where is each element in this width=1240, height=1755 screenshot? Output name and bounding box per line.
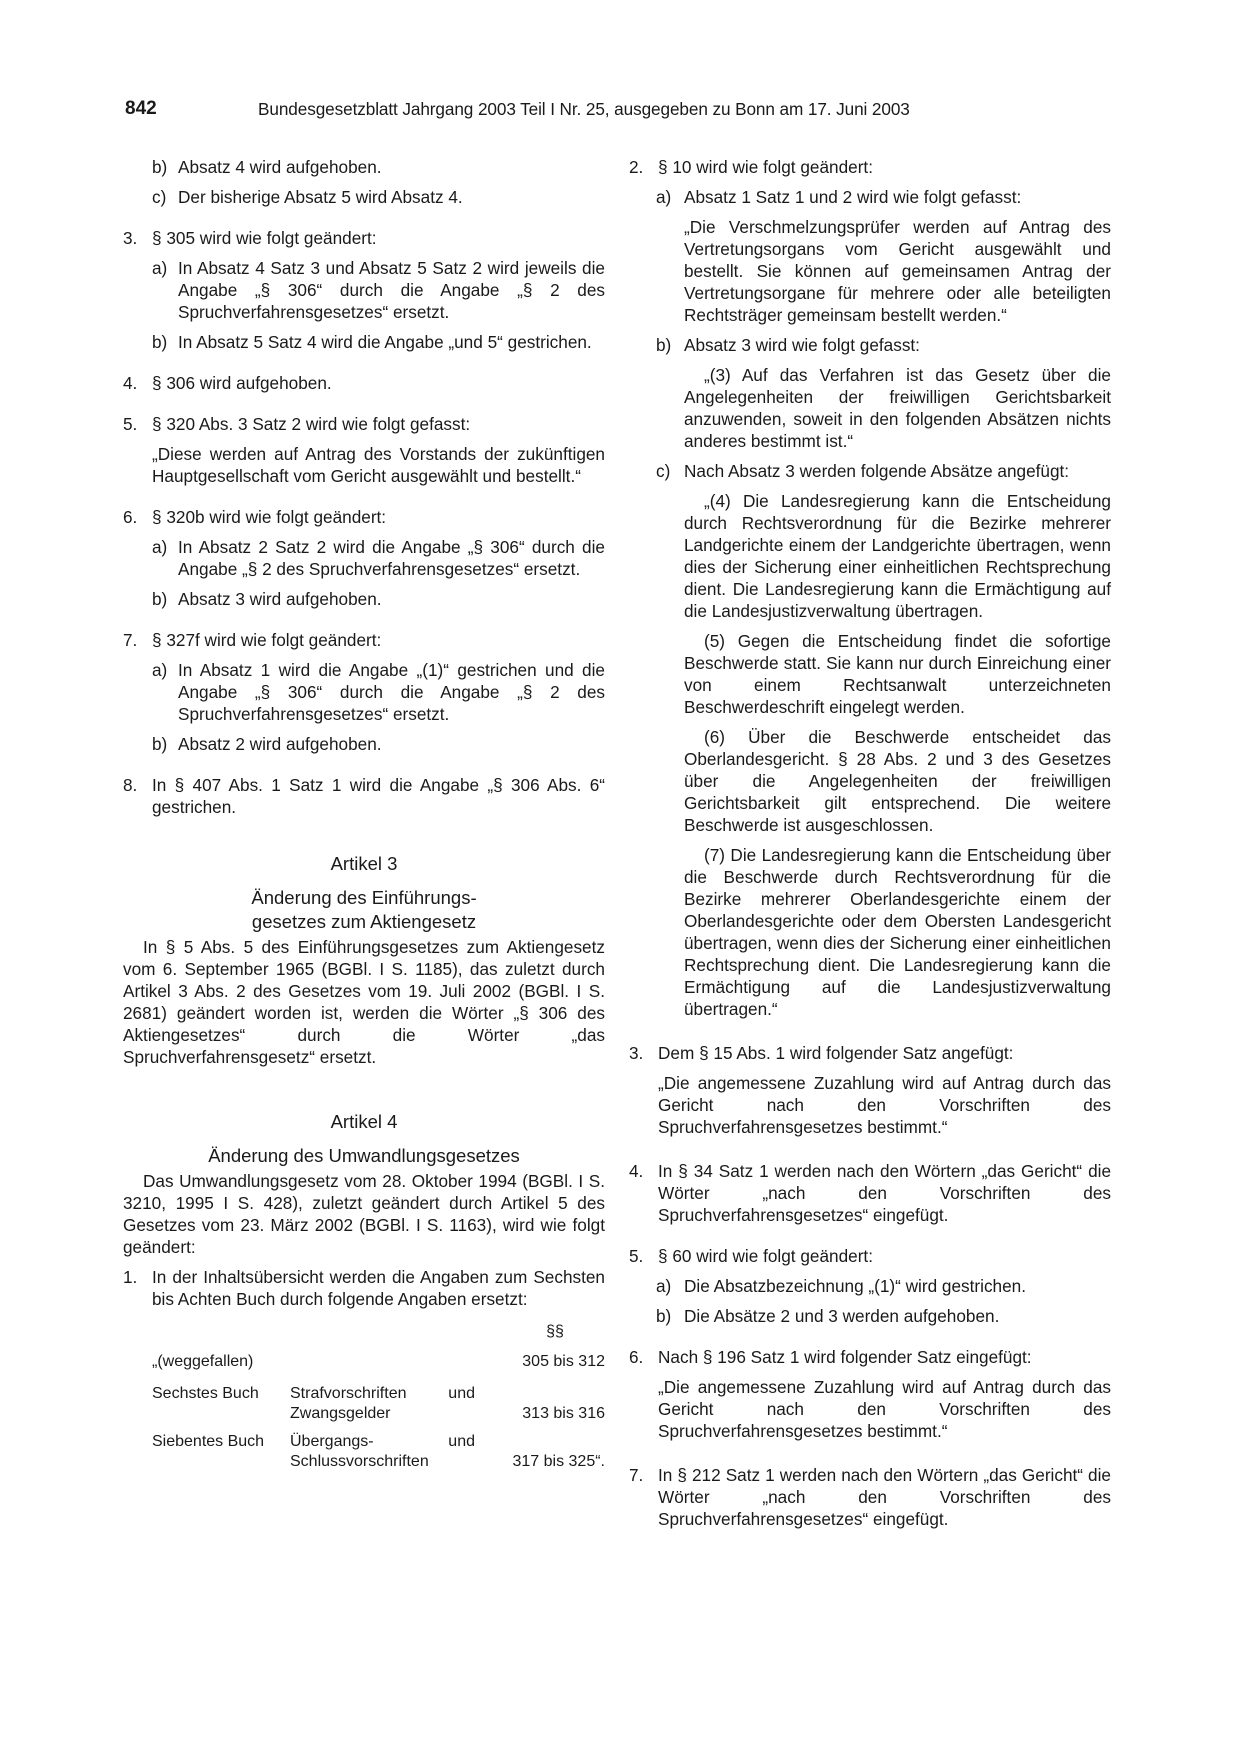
quote-block xyxy=(629,490,1111,1020)
list-item xyxy=(629,1245,1111,1267)
quote-block xyxy=(629,1376,1111,1442)
item-label: 5. xyxy=(629,1246,644,1266)
list-item xyxy=(123,257,605,323)
quote-text: „Die angemessene Zuzahlung wird auf Antrag durch das Gericht nach den Vorschriften des Spruchverfahrensgesetzes bestimmt.“ xyxy=(658,1073,1111,1137)
list-item xyxy=(629,1305,1111,1327)
list-item xyxy=(629,334,1111,356)
toc-title: Strafvorschriften und Zwangsgelder xyxy=(290,1385,475,1422)
item-text: Absatz 1 Satz 1 und 2 wird wie folgt gefasst: xyxy=(684,187,1022,207)
list-item xyxy=(123,506,605,528)
item-text: § 305 wird wie folgt geändert: xyxy=(152,228,377,248)
toc-column-head: §§ xyxy=(546,1323,564,1340)
running-head: Bundesgesetzblatt Jahrgang 2003 Teil I Nr. 25, ausgegeben zu Bonn am 17. Juni 2003 xyxy=(258,99,910,119)
item-label: 5. xyxy=(123,414,138,434)
quote-text: „Die angemessene Zuzahlung wird auf Antrag durch das Gericht nach den Vorschriften des Spruchverfahrensgesetzes bestimmt.“ xyxy=(658,1377,1111,1441)
item-text: Nach § 196 Satz 1 wird folgender Satz eingefügt: xyxy=(658,1347,1032,1367)
list-item xyxy=(123,227,605,249)
quote-block xyxy=(123,443,605,487)
list-item xyxy=(123,331,605,353)
quote-text: „(3) Auf das Verfahren ist das Gesetz über die Angelegenheiten der freiwilligen Gerichtsbarkeit anzuwenden, soweit in den folgenden Absätzen nichts anderes bestimmt ist.“ xyxy=(684,365,1111,451)
list-item xyxy=(123,733,605,755)
quote-paragraph: (7) Die Landesregierung kann die Entscheidung über die Beschwerde durch Rechtsverordnung für die Bezirke mehrerer Oberlandesgerichte einem der Oberlandesgerichte oder dem Obersten Landesgericht übertragen, wenn dies der Sicherung einer einheitlichen Rechtsprechung dient. Die Landesregierung kann die Ermächtigung auf die Landesjustizverwaltung übertragen.“ xyxy=(684,845,1111,1019)
list-item xyxy=(123,156,605,178)
list-item xyxy=(123,629,605,651)
quote-paragraph: „(4) Die Landesregierung kann die Entscheidung durch Rechtsverordnung für die Bezirke mehrerer Landgerichte einem der Landgerichte übertragen, wenn dies der Sicherung einer einheitlichen Rechtsprechung dient. Die Landesregierung kann die Ermächtigung auf die Landesjustizverwaltung übertragen. xyxy=(684,491,1111,621)
article-heading: Artikel 4 xyxy=(330,1111,398,1132)
list-item xyxy=(123,1266,605,1310)
quote-block xyxy=(629,1072,1111,1138)
article-title-line: gesetzes zum Aktiengesetz xyxy=(251,911,477,932)
item-label: a) xyxy=(152,537,168,557)
item-text: Absatz 3 wird aufgehoben. xyxy=(178,589,382,609)
item-text: § 306 wird aufgehoben. xyxy=(152,373,332,393)
item-text: In Absatz 2 Satz 2 wird die Angabe „§ 306“ durch die Angabe „§ 2 des Spruchverfahrensgesetzes“ ersetzt. xyxy=(178,537,605,579)
item-text: § 327f wird wie folgt geändert: xyxy=(152,630,382,650)
toc-header-row xyxy=(152,1322,605,1352)
item-text: § 320b wird wie folgt geändert: xyxy=(152,507,387,527)
item-label: b) xyxy=(152,589,168,609)
item-label: b) xyxy=(152,157,168,177)
item-label: 4. xyxy=(123,373,138,393)
toc-table xyxy=(152,1322,605,1472)
left-column xyxy=(123,156,605,1472)
article-heading: Artikel 3 xyxy=(330,853,398,874)
item-text: § 10 wird wie folgt geändert: xyxy=(658,157,873,177)
list-item xyxy=(629,1042,1111,1064)
item-text: In Absatz 5 Satz 4 wird die Angabe „und 5“ gestrichen. xyxy=(178,332,592,352)
item-text: Absatz 3 wird wie folgt gefasst: xyxy=(684,335,920,355)
toc-range: 317 bis 325“. xyxy=(512,1453,605,1470)
item-text: Absatz 2 wird aufgehoben. xyxy=(178,734,382,754)
item-text: In § 407 Abs. 1 Satz 1 wird die Angabe „§ 306 Abs. 6“ gestrichen. xyxy=(152,775,605,817)
item-label: c) xyxy=(152,187,167,207)
item-text: In Absatz 1 wird die Angabe „(1)“ gestrichen und die Angabe „§ 306“ durch die Angabe „§ 2 des Spruchverfahrensgesetzes“ ersetzt. xyxy=(178,660,605,724)
item-text: In § 34 Satz 1 werden nach den Wörtern „das Gericht“ die Wörter „nach den Vorschriften des Spruchverfahrensgesetzes“ eingefügt. xyxy=(658,1161,1111,1225)
item-label: a) xyxy=(656,187,672,207)
toc-title: Übergangs- und Schlussvorschriften xyxy=(290,1433,475,1470)
list-item xyxy=(629,186,1111,208)
toc-row xyxy=(152,1384,605,1432)
toc-range: 305 bis 312 xyxy=(522,1353,605,1370)
item-label: 6. xyxy=(629,1347,644,1367)
list-item xyxy=(123,372,605,394)
toc-book: Sechstes Buch xyxy=(152,1385,259,1402)
list-item xyxy=(123,774,605,818)
item-text: § 320 Abs. 3 Satz 2 wird wie folgt gefasst: xyxy=(152,414,471,434)
toc-book: „(weggefallen) xyxy=(152,1353,254,1370)
item-text: Nach Absatz 3 werden folgende Absätze angefügt: xyxy=(684,461,1070,481)
item-text: Der bisherige Absatz 5 wird Absatz 4. xyxy=(178,187,463,207)
list-item xyxy=(629,1160,1111,1226)
list-item xyxy=(123,413,605,435)
item-text: Absatz 4 wird aufgehoben. xyxy=(178,157,382,177)
item-label: 7. xyxy=(123,630,138,650)
toc-row xyxy=(152,1432,605,1472)
list-item xyxy=(123,659,605,725)
list-item xyxy=(629,460,1111,482)
list-item xyxy=(123,536,605,580)
toc-range: 313 bis 316 xyxy=(522,1405,605,1422)
quote-paragraph: (6) Über die Beschwerde entscheidet das Oberlandesgericht. § 28 Abs. 2 und 3 des Gesetzes über die Angelegenheiten der freiwilligen Gerichtsbarkeit gilt entsprechend. Die weitere Beschwerde ist ausgeschlossen. xyxy=(684,727,1111,835)
item-label: 1. xyxy=(123,1267,138,1287)
item-label: b) xyxy=(656,1306,672,1326)
quote-text: „Die Verschmelzungsprüfer werden auf Antrag des Vertretungsorgans vom Gericht ausgewählt und bestellt. Sie können auf gemeinsamen Antrag der Vertretungsorgane für mehrere oder alle beteiligten Rechtsträger gemeinsam bestellt werden.“ xyxy=(684,217,1111,325)
article-title-line: Änderung des Einführungs- xyxy=(251,887,477,908)
list-item xyxy=(123,588,605,610)
item-label: a) xyxy=(656,1276,672,1296)
item-label: a) xyxy=(152,258,168,278)
toc-row xyxy=(152,1352,605,1384)
item-label: 4. xyxy=(629,1161,644,1181)
list-item xyxy=(123,186,605,208)
article-body: In § 5 Abs. 5 des Einführungsgesetzes zum Aktiengesetz vom 6. September 1965 (BGBl. I S. 1185), das zuletzt durch Artikel 3 Abs. 2 des Gesetzes vom 19. Juli 2002 (BGBl. I S. 2681) geändert worden ist, werden die Wörter „§ 306 des Aktiengesetzes“ durch die Wörter „das Spruchverfahrensgesetz“ ersetzt. xyxy=(123,937,605,1067)
item-label: 3. xyxy=(123,228,138,248)
quote-text: „Diese werden auf Antrag des Vorstands der zukünftigen Hauptgesellschaft vom Gericht ausgewählt und bestellt.“ xyxy=(152,444,605,486)
quote-block xyxy=(629,364,1111,452)
item-label: b) xyxy=(152,734,168,754)
toc-title xyxy=(290,1352,505,1384)
item-label: 3. xyxy=(629,1043,644,1063)
article-title: Änderung des Umwandlungsgesetzes xyxy=(208,1145,520,1166)
item-label: 7. xyxy=(629,1465,644,1485)
page-header xyxy=(125,98,1115,124)
item-label: 6. xyxy=(123,507,138,527)
quote-paragraph: (5) Gegen die Entscheidung findet die sofortige Beschwerde statt. Sie kann nur durch Einreichung einer von einem Rechtsanwalt unterzeichneten Beschwerdeschrift eingelegt werden. xyxy=(684,631,1111,717)
item-label: b) xyxy=(656,335,672,355)
item-text: § 60 wird wie folgt geändert: xyxy=(658,1246,873,1266)
item-label: a) xyxy=(152,660,168,680)
item-text: In der Inhaltsübersicht werden die Angaben zum Sechsten bis Achten Buch durch folgende Angaben ersetzt: xyxy=(152,1267,605,1309)
toc-book: Siebentes Buch xyxy=(152,1433,265,1450)
item-label: 2. xyxy=(629,157,644,177)
quote-block xyxy=(629,216,1111,326)
item-text: Dem § 15 Abs. 1 wird folgender Satz angefügt: xyxy=(658,1043,1014,1063)
item-label: c) xyxy=(656,461,671,481)
list-item xyxy=(629,1275,1111,1297)
article-body: Das Umwandlungsgesetz vom 28. Oktober 1994 (BGBl. I S. 3210, 1995 I S. 428), zuletzt geändert durch Artikel 5 des Gesetzes vom 23. März 2002 (BGBl. I S. 1163), wird wie folgt geändert: xyxy=(123,1171,605,1257)
list-item xyxy=(629,1464,1111,1530)
list-item xyxy=(629,156,1111,178)
page-number: 842 xyxy=(125,98,157,119)
item-text: In Absatz 4 Satz 3 und Absatz 5 Satz 2 wird jeweils die Angabe „§ 306“ durch die Angabe „§ 2 des Spruchverfahrensgesetzes“ ersetzt. xyxy=(178,258,605,322)
item-text: Die Absätze 2 und 3 werden aufgehoben. xyxy=(684,1306,1000,1326)
list-item xyxy=(629,1346,1111,1368)
item-text: In § 212 Satz 1 werden nach den Wörtern „das Gericht“ die Wörter „nach den Vorschriften des Spruchverfahrensgesetzes“ eingefügt. xyxy=(658,1465,1111,1529)
right-column xyxy=(629,156,1111,1530)
item-text: Die Absatzbezeichnung „(1)“ wird gestrichen. xyxy=(684,1276,1027,1296)
item-label: 8. xyxy=(123,775,138,795)
item-label: b) xyxy=(152,332,168,352)
